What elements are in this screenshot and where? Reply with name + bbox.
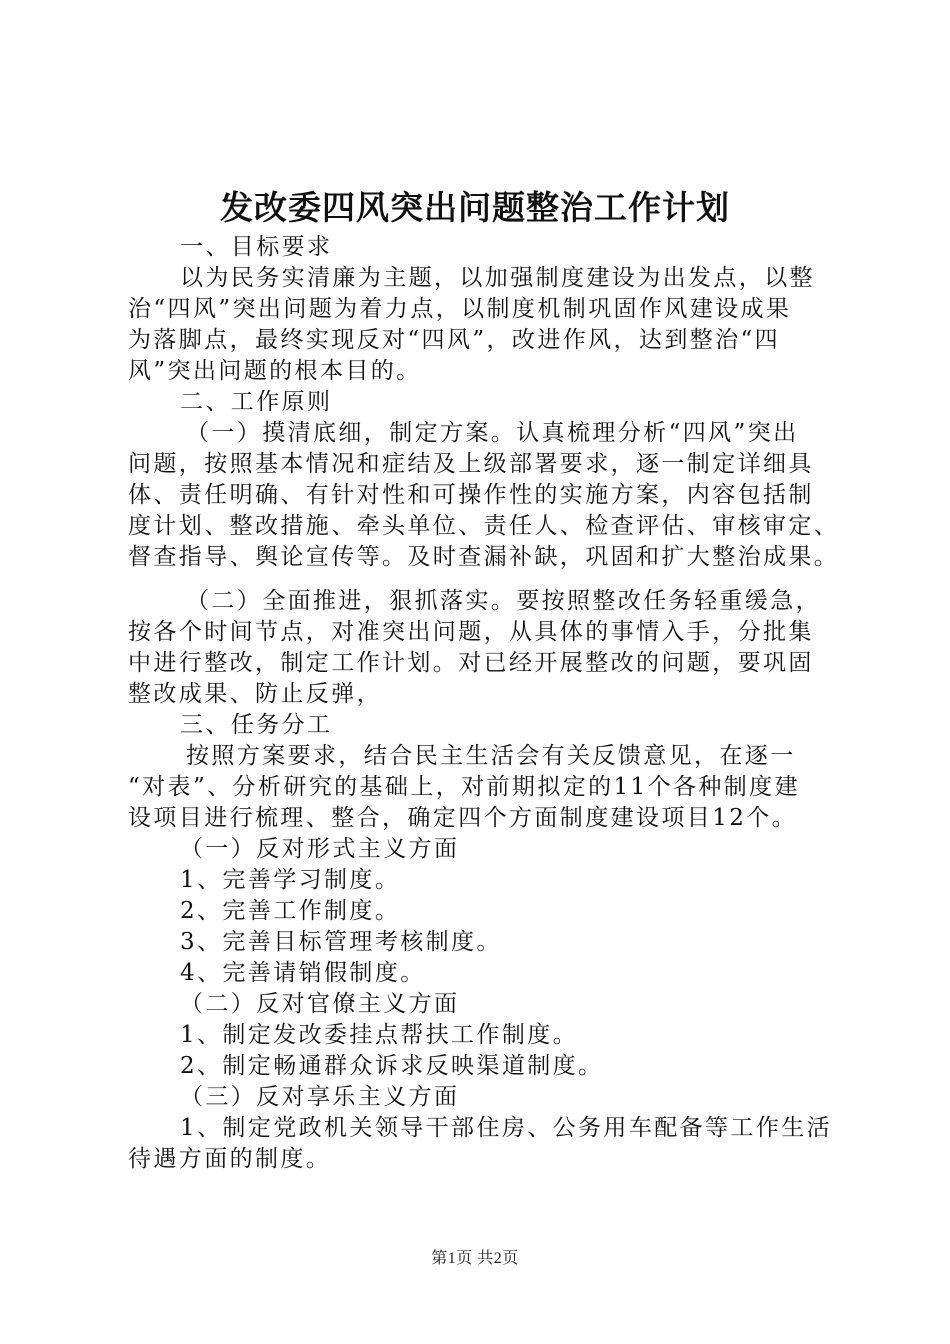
document-title: 发改委四风突出问题整治工作计划 — [220, 188, 730, 227]
list-item: 待遇方面的制度。 — [128, 1146, 332, 1172]
paragraph-line: 为落脚点，最终实现反对“四风”，改进作风，达到整治“四 — [128, 327, 781, 353]
list-item: 2、制定畅通群众诉求反映渠道制度。 — [180, 1053, 604, 1079]
paragraph-line: （二）全面推进，狠抓落实。要按照整改任务轻重缓急， — [186, 588, 821, 614]
paragraph-gap — [128, 573, 850, 586]
paragraph-line: （一）摸清底细，制定方案。认真梳理分析“四风”突出 — [186, 420, 799, 446]
paragraph-line: 按照方案要求，结合民主生活会有关反馈意见，在逐一 — [186, 743, 796, 769]
paragraph-line: 中进行整改，制定工作计划。对已经开展整改的问题，要巩固 — [128, 650, 814, 676]
paragraph-line: 度计划、整改措施、牵头单位、责任人、检查评估、审核审定、 — [128, 513, 840, 539]
list-item: 4、完善请销假制度。 — [180, 960, 426, 986]
list-item: 1、制定发改委挂点帮扶工作制度。 — [180, 1022, 579, 1048]
paragraph-line: 体、责任明确、有针对性和可操作性的实施方案，内容包括制 — [128, 482, 814, 508]
paragraph-line: 设项目进行梳理、整合，确定四个方面制度建设项目12个。 — [128, 805, 798, 831]
subsection-heading: （三）反对享乐主义方面 — [180, 1084, 460, 1110]
list-item: 3、完善目标管理考核制度。 — [180, 929, 502, 955]
subsection-heading: （一）反对形式主义方面 — [180, 836, 460, 862]
paragraph-line: “对表”、分析研究的基础上，对前期拟定的11个各种制度建 — [128, 774, 800, 800]
section-heading: 二、工作原则 — [180, 389, 333, 415]
paragraph-line: 以为民务实清廉为主题，以加强制度建设为出发点，以整 — [180, 265, 815, 291]
paragraph-line: 风”突出问题的根本目的。 — [128, 358, 422, 384]
list-item: 2、完善工作制度。 — [180, 898, 401, 924]
paragraph-line: 整改成果、防止反弹， — [128, 681, 382, 707]
list-item: 1、制定党政机关领导干部住房、公务用车配备等工作生活 — [180, 1115, 833, 1141]
page-footer: 第1页 共2页 — [431, 1250, 519, 1267]
paragraph-line: 治“四风”突出问题为着力点，以制度机制巩固作风建设成果 — [128, 296, 792, 322]
subsection-heading: （二）反对官僚主义方面 — [180, 991, 460, 1017]
paragraph-line: 督查指导、舆论宣传等。及时查漏补缺，巩固和扩大整治成果。 — [128, 544, 840, 570]
section-heading: 一、目标要求 — [180, 234, 333, 260]
list-item: 1、完善学习制度。 — [180, 867, 401, 893]
section-heading: 三、任务分工 — [180, 712, 333, 738]
paragraph-line: 问题，按照基本情况和症结及上级部署要求，逐一制定详细具 — [128, 451, 814, 477]
document-body — [128, 232, 850, 1175]
paragraph-line: 按各个时间节点，对准突出问题，从具体的事情入手，分批集 — [128, 619, 814, 645]
